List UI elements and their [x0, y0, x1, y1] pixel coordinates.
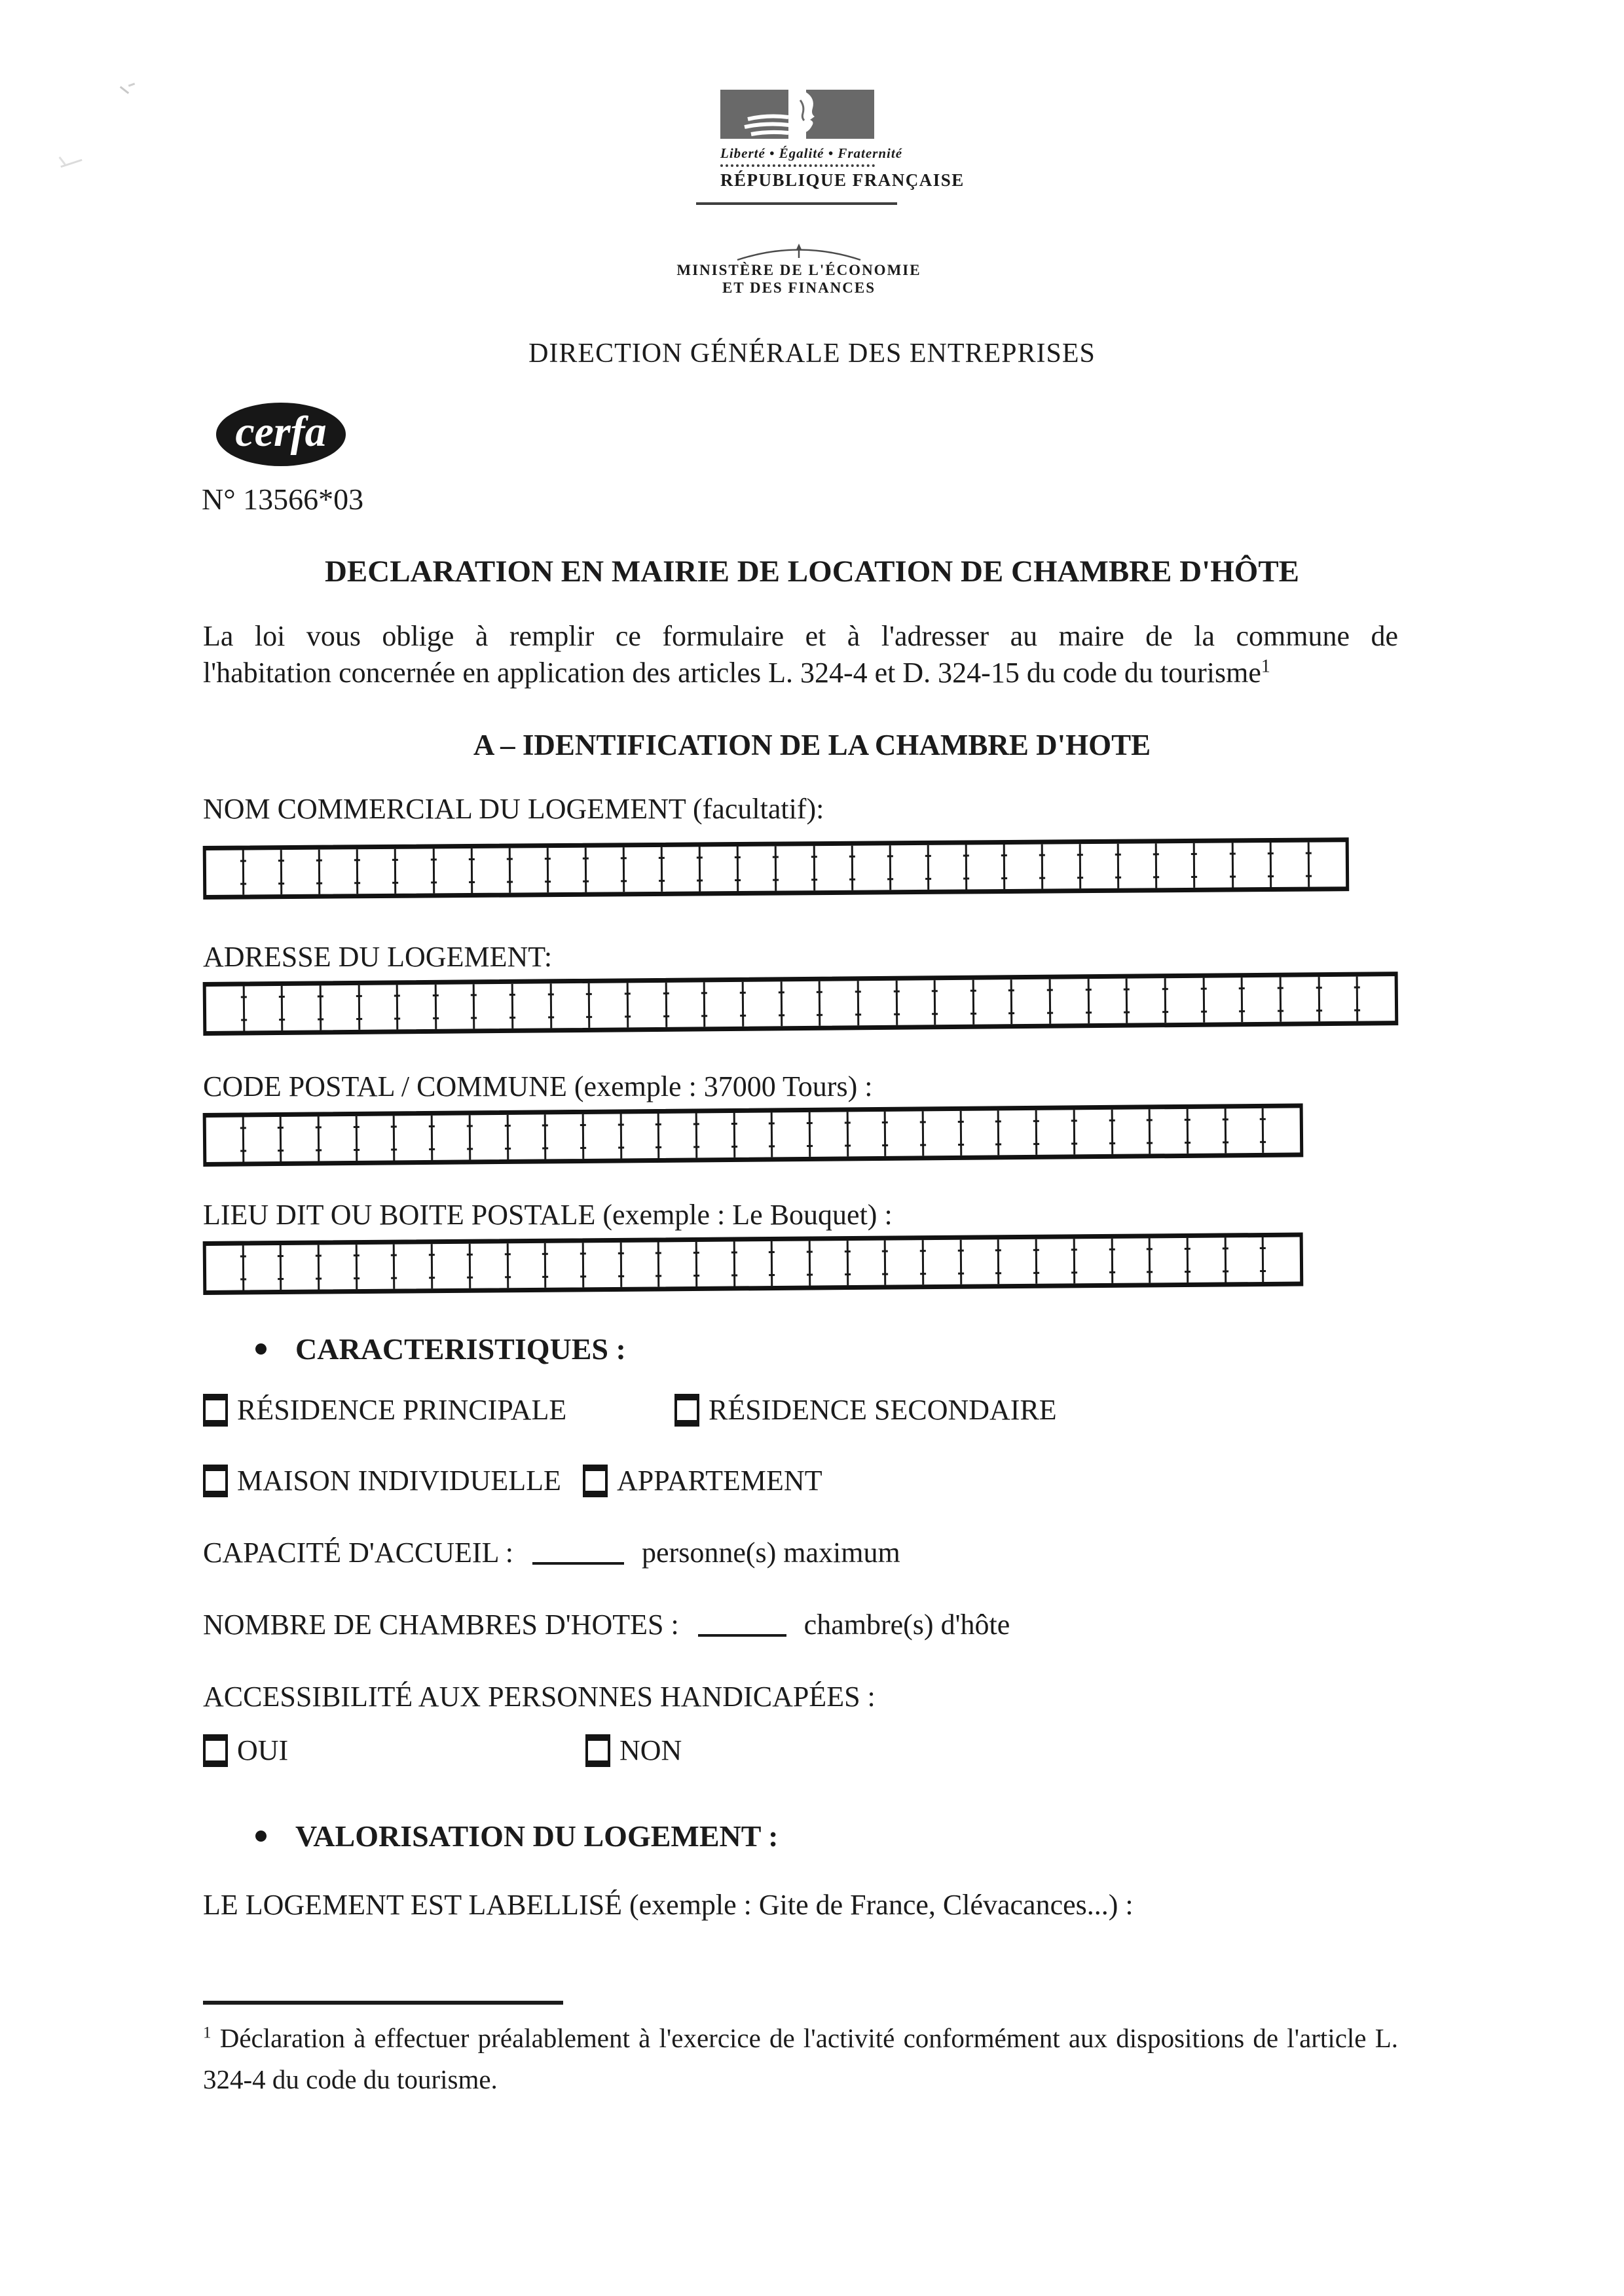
char-box[interactable]: [393, 1116, 431, 1161]
checkbox-label: OUI: [237, 1734, 289, 1766]
char-box[interactable]: [435, 984, 473, 1029]
char-box[interactable]: [1149, 1238, 1187, 1283]
direction-generale-title: DIRECTION GÉNÉRALE DES ENTREPRISES: [528, 338, 1096, 369]
char-box[interactable]: [927, 845, 966, 889]
rooms-input-blank[interactable]: [698, 1634, 786, 1637]
char-box[interactable]: [242, 1117, 280, 1162]
bullet-icon: [255, 1343, 267, 1355]
char-box[interactable]: [1318, 977, 1356, 1022]
char-box-row-nom-commercial: [203, 837, 1350, 900]
char-box[interactable]: [355, 1116, 393, 1161]
char-box[interactable]: [1269, 843, 1308, 887]
char-box[interactable]: [851, 845, 889, 890]
char-box[interactable]: [358, 985, 396, 1030]
field-label-nom-commercial: NOM COMMERCIAL DU LOGEMENT (facultatif):: [203, 793, 824, 825]
char-box[interactable]: [393, 1244, 431, 1288]
char-box[interactable]: [627, 983, 665, 1028]
section-a-heading: A – IDENTIFICATION DE LA CHAMBRE D'HOTE: [473, 729, 1151, 761]
char-box[interactable]: [1035, 1239, 1073, 1283]
char-box[interactable]: [922, 1111, 960, 1156]
char-box[interactable]: [242, 1245, 280, 1290]
char-box[interactable]: [733, 1241, 771, 1286]
footnote-line2: 324-4 du code du tourisme.: [203, 2064, 498, 2094]
char-box[interactable]: [809, 1112, 847, 1157]
char-box[interactable]: [1149, 1109, 1187, 1154]
rooms-line: [203, 1608, 1010, 1641]
char-box[interactable]: [884, 1111, 922, 1156]
char-box[interactable]: [582, 1114, 620, 1159]
char-box[interactable]: [1280, 977, 1318, 1022]
char-box[interactable]: [771, 1241, 809, 1286]
char-box[interactable]: [895, 980, 934, 1025]
cerfa-logo: [216, 403, 346, 466]
header-divider: [696, 202, 897, 205]
characteristics-heading: CARACTERISTIQUES :: [255, 1332, 626, 1366]
rooms-label: NOMBRE DE CHAMBRES D'HOTES :: [203, 1609, 679, 1641]
checkbox-maison-individuelle[interactable]: [203, 1465, 228, 1497]
char-box[interactable]: [809, 1241, 847, 1285]
ministry-line1: MINISTÈRE DE L'ÉCONOMIE: [676, 262, 921, 278]
char-box[interactable]: [1079, 844, 1118, 888]
char-box[interactable]: [585, 847, 623, 892]
checkbox-oui[interactable]: [203, 1734, 228, 1767]
char-box[interactable]: [699, 847, 737, 891]
footnote-line1: $^1$ Déclaration à effectuer préalablement à l'exercice de l'activité conformément aux dispositions de l'article L.: [203, 2023, 1398, 2053]
char-box[interactable]: [657, 1242, 695, 1286]
form-title: DECLARATION EN MAIRIE DE LOCATION DE CHAMBRE D'HÔTE: [324, 555, 1300, 589]
char-box[interactable]: [473, 984, 511, 1029]
option-residence-principale[interactable]: [203, 1393, 566, 1427]
checkbox-label: APPARTEMENT: [617, 1465, 822, 1497]
char-box[interactable]: [318, 1116, 356, 1161]
char-box[interactable]: [1049, 979, 1088, 1024]
char-box[interactable]: [619, 1242, 657, 1286]
char-box[interactable]: [742, 981, 781, 1027]
char-box[interactable]: [206, 986, 243, 1030]
char-box[interactable]: [549, 983, 588, 1029]
option-oui[interactable]: [203, 1734, 288, 1767]
char-box[interactable]: [431, 1244, 469, 1288]
field-label-adresse: ADRESSE DU LOGEMENT:: [203, 941, 553, 973]
char-box[interactable]: [619, 1114, 657, 1159]
capacity-suffix: personne(s) maximum: [642, 1537, 900, 1569]
intro-line1: La loi vous oblige à remplir ce formulaire et à l'adresser au maire de la commune de: [203, 620, 1398, 652]
char-box[interactable]: [1111, 1109, 1149, 1154]
option-maison-individuelle[interactable]: [203, 1464, 561, 1497]
char-box[interactable]: [1356, 976, 1395, 1021]
char-box[interactable]: [846, 1241, 884, 1285]
char-box[interactable]: [506, 1114, 544, 1159]
char-box[interactable]: [544, 1114, 582, 1159]
char-box[interactable]: [1224, 1108, 1262, 1154]
char-box[interactable]: [922, 1240, 960, 1285]
char-box[interactable]: [695, 1113, 733, 1158]
motto-divider: [720, 164, 875, 167]
char-box[interactable]: [1262, 1108, 1300, 1153]
char-box[interactable]: [318, 849, 357, 894]
char-box[interactable]: [320, 985, 358, 1030]
republique-francaise-logo: [720, 90, 965, 191]
ministry-arc-icon: [735, 238, 863, 263]
char-box[interactable]: [813, 846, 851, 890]
ministry-line2: ET DES FINANCES: [722, 280, 876, 296]
char-box[interactable]: [1073, 1239, 1111, 1283]
char-box[interactable]: [657, 1113, 695, 1158]
char-box[interactable]: [959, 1110, 997, 1156]
char-box[interactable]: [469, 1243, 507, 1288]
char-box[interactable]: [1126, 978, 1164, 1023]
char-box[interactable]: [511, 983, 550, 1029]
labellise-line: LE LOGEMENT EST LABELLISÉ (exemple : Gite de France, Clévacances...) :: [203, 1889, 1134, 1921]
ministry-name: [668, 261, 930, 297]
char-box[interactable]: [1307, 842, 1346, 886]
checkbox-residence-secondaire[interactable]: [674, 1394, 699, 1427]
motto-text: Liberté • Égalité • Fraternité: [720, 145, 903, 161]
valorisation-heading: VALORISATION DU LOGEMENT :: [255, 1819, 778, 1853]
rooms-suffix: chambre(s) d'hôte: [803, 1609, 1010, 1641]
char-box[interactable]: [1262, 1237, 1300, 1282]
char-box[interactable]: [661, 847, 699, 891]
accessibility-label: ACCESSIBILITÉ AUX PERSONNES HANDICAPÉES :: [203, 1681, 876, 1713]
char-box[interactable]: [1187, 1237, 1225, 1282]
char-box[interactable]: [1111, 1238, 1149, 1283]
char-box[interactable]: [547, 848, 585, 892]
char-box[interactable]: [665, 982, 703, 1027]
char-box[interactable]: [1187, 1108, 1225, 1154]
char-box[interactable]: [508, 848, 547, 892]
cerfa-logo-text: cerfa: [235, 407, 327, 456]
checkbox-label: NON: [619, 1734, 682, 1766]
char-box[interactable]: [1087, 979, 1126, 1024]
char-box[interactable]: [1117, 843, 1156, 888]
char-box[interactable]: [623, 847, 661, 892]
char-box[interactable]: [355, 1245, 393, 1289]
scan-mark: [59, 156, 66, 165]
checkbox-appartement[interactable]: [583, 1465, 608, 1497]
char-box[interactable]: [588, 983, 627, 1028]
char-box[interactable]: [432, 848, 471, 893]
checkbox-label: RÉSIDENCE PRINCIPALE: [237, 1394, 567, 1426]
char-box[interactable]: [965, 845, 1004, 889]
option-residence-secondaire[interactable]: [674, 1393, 1057, 1427]
char-box[interactable]: [771, 1112, 809, 1157]
char-box[interactable]: [857, 981, 896, 1026]
char-box[interactable]: [396, 985, 435, 1030]
char-box[interactable]: [582, 1243, 620, 1287]
char-box[interactable]: [1231, 843, 1270, 887]
char-box[interactable]: [959, 1239, 997, 1284]
char-box[interactable]: [819, 981, 857, 1026]
footnote: [203, 2018, 1398, 2100]
char-box[interactable]: [695, 1242, 733, 1286]
char-box[interactable]: [846, 1112, 884, 1157]
char-box[interactable]: [972, 979, 1010, 1025]
char-box[interactable]: [1035, 1110, 1073, 1155]
char-box[interactable]: [997, 1239, 1035, 1284]
scan-mark: [120, 86, 129, 94]
char-box-row-adresse: [203, 972, 1399, 1036]
char-box[interactable]: [1041, 844, 1080, 888]
char-box[interactable]: [280, 1116, 318, 1161]
char-box[interactable]: [470, 848, 509, 893]
scan-mark: [128, 82, 135, 86]
char-box[interactable]: [280, 1245, 318, 1290]
footnote-ref-marker: 1: [1261, 656, 1270, 677]
capacity-input-blank[interactable]: [532, 1562, 624, 1565]
char-box[interactable]: [1155, 843, 1194, 888]
char-box[interactable]: [1003, 845, 1042, 889]
char-box[interactable]: [356, 849, 395, 894]
char-box[interactable]: [280, 850, 319, 894]
char-box[interactable]: [780, 981, 819, 1027]
char-box[interactable]: [737, 847, 775, 891]
republic-text: RÉPUBLIQUE FRANÇAISE: [720, 170, 965, 190]
marianne-icon: [720, 90, 875, 139]
char-box[interactable]: [997, 1110, 1035, 1156]
field-label-lieu-dit: LIEU DIT OU BOITE POSTALE (exemple : Le Bouquet) :: [203, 1199, 893, 1231]
char-box[interactable]: [544, 1243, 582, 1287]
char-box[interactable]: [1193, 843, 1232, 887]
bullet-icon: [255, 1831, 267, 1842]
char-box[interactable]: [206, 850, 243, 895]
char-box[interactable]: [242, 850, 281, 894]
char-box[interactable]: [889, 845, 927, 890]
field-label-code-postal: CODE POSTAL / COMMUNE (exemple : 37000 Tours) :: [203, 1070, 873, 1102]
option-appartement[interactable]: [583, 1464, 822, 1497]
footnote-divider: [203, 2001, 563, 2005]
capacity-line: [203, 1536, 900, 1569]
char-box[interactable]: [1202, 977, 1241, 1023]
checkbox-residence-principale[interactable]: [203, 1394, 228, 1427]
char-box[interactable]: [703, 982, 742, 1027]
char-box[interactable]: [733, 1112, 771, 1157]
char-box[interactable]: [206, 1117, 242, 1161]
option-non[interactable]: [585, 1734, 682, 1767]
char-box[interactable]: [318, 1245, 356, 1289]
char-box[interactable]: [431, 1115, 469, 1160]
checkbox-label: RÉSIDENCE SECONDAIRE: [709, 1394, 1057, 1426]
char-box[interactable]: [1010, 979, 1049, 1025]
intro-paragraph: [203, 618, 1398, 691]
checkbox-label: MAISON INDIVIDUELLE: [237, 1465, 561, 1497]
char-box[interactable]: [884, 1240, 922, 1285]
char-box[interactable]: [469, 1115, 507, 1160]
char-box[interactable]: [506, 1243, 544, 1288]
char-box[interactable]: [394, 848, 433, 893]
char-box[interactable]: [206, 1246, 242, 1290]
char-box[interactable]: [1073, 1110, 1111, 1155]
char-box-row-lieu-dit: [203, 1233, 1304, 1295]
char-box[interactable]: [1224, 1237, 1262, 1282]
char-box[interactable]: [934, 980, 972, 1025]
char-box-row-code-postal: [203, 1103, 1304, 1167]
capacity-label: CAPACITÉ D'ACCUEIL :: [203, 1537, 514, 1569]
intro-line2: l'habitation concernée en application des articles L. 324-4 et D. 324-15 du code du tourisme$^1$: [203, 656, 1270, 689]
char-box[interactable]: [1164, 978, 1203, 1023]
char-box[interactable]: [242, 986, 281, 1031]
form-number: N° 13566*03: [202, 483, 364, 516]
char-box[interactable]: [775, 846, 813, 890]
char-box[interactable]: [281, 985, 320, 1030]
checkbox-non[interactable]: [585, 1734, 610, 1767]
char-box[interactable]: [1241, 977, 1280, 1023]
